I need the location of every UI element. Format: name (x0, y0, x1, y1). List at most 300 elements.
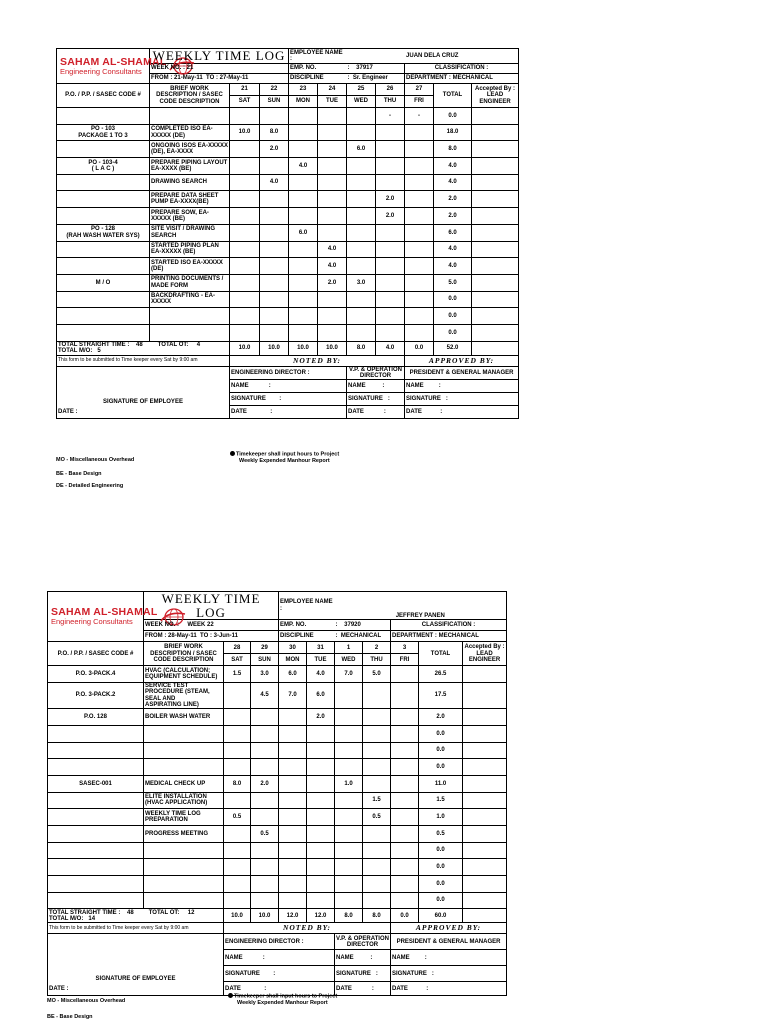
hours-cell (391, 809, 419, 826)
blank-cell (463, 666, 507, 683)
hours-cell (376, 274, 405, 291)
table-row (48, 842, 507, 859)
hours-cell (307, 876, 335, 893)
hours-cell: 4.0 (289, 158, 318, 175)
vp-date-field: DATE : (335, 982, 391, 996)
president-signature-field: SIGNATURE : (405, 393, 519, 406)
company-subtitle: Engineering Consultants (51, 617, 133, 627)
hours-cell (230, 208, 260, 225)
hours-cell (230, 174, 260, 191)
day-total: 12.0 (307, 909, 335, 923)
table-row (57, 291, 519, 308)
hours-cell: 6.0 (307, 682, 335, 708)
row-code (48, 792, 144, 809)
day-header: SUN (260, 96, 289, 108)
row-total: 4.0 (434, 158, 472, 175)
hours-cell (347, 241, 376, 258)
hours-cell (347, 324, 376, 341)
day-total: 8.0 (335, 909, 363, 923)
row-total: 1.5 (419, 792, 463, 809)
row-total: 17.5 (419, 682, 463, 708)
row-description: ONGOING ISOS EA-XXXXX (DE), EA-XXXX (150, 141, 230, 158)
day-total: 10.0 (251, 909, 279, 923)
hours-cell (405, 208, 434, 225)
row-description: STARTED ISO EA-XXXXX (DE) (150, 258, 230, 275)
hours-cell (318, 191, 347, 208)
row-description (150, 308, 230, 325)
hours-cell (405, 224, 434, 241)
row-description: STARTED PIPING PLAN EA-XXXXX (BE) (150, 241, 230, 258)
discipline-label: DISCIPLINE (279, 631, 335, 642)
hours-cell (335, 792, 363, 809)
blank-cell (463, 842, 507, 859)
hours-cell (363, 709, 391, 726)
hours-cell: 2.0 (376, 208, 405, 225)
date-range-field: FROM : 21-May-11 TO : 27-May-11 (150, 74, 289, 84)
hours-cell (289, 258, 318, 275)
blank-cell (463, 775, 507, 792)
hours-cell (405, 174, 434, 191)
row-description: SERVICE TEST PROCEDURE (STEAM, SEAL AND ASPIRATING LINE) (144, 682, 224, 708)
row-total: 0.0 (419, 842, 463, 859)
row-description: MEDICAL CHECK UP (144, 775, 224, 792)
hours-cell (363, 682, 391, 708)
hours-cell (335, 892, 363, 909)
vp-date-field: DATE : (347, 406, 405, 419)
hours-cell (279, 775, 307, 792)
hours-cell (391, 759, 419, 776)
blank-cell (463, 759, 507, 776)
row-total: 0.0 (434, 324, 472, 341)
hours-cell (335, 809, 363, 826)
accepted-by-field: Accepted By : LEAD ENGINEER (463, 642, 507, 666)
discipline-label: DISCIPLINE (289, 74, 347, 84)
hours-cell (391, 666, 419, 683)
blank-cell (472, 308, 519, 325)
blank-cell (472, 274, 519, 291)
hours-cell: 6.0 (279, 666, 307, 683)
hours-cell (335, 725, 363, 742)
abbreviation-note: MO - Miscellaneous Overhead (47, 998, 126, 1004)
table-row (48, 742, 507, 759)
row-description: PREPARE SOW, EA-XXXXX (BE) (150, 208, 230, 225)
row-code (48, 759, 144, 776)
hours-cell (363, 825, 391, 842)
hours-cell (224, 859, 251, 876)
hours-cell (289, 108, 318, 125)
row-description: SITE VISIT / DRAWING SEARCH (150, 224, 230, 241)
table-row (57, 274, 519, 291)
grand-total: 60.0 (419, 909, 463, 923)
hours-cell (251, 859, 279, 876)
hours-cell: 2.0 (307, 709, 335, 726)
row-description (144, 842, 224, 859)
hours-cell (347, 208, 376, 225)
hours-cell (391, 742, 419, 759)
column-header-code: P.O. / P.P. / SASEC CODE # (48, 642, 144, 666)
bullet-dot-icon (230, 451, 235, 456)
hours-cell: 5.0 (363, 666, 391, 683)
hours-cell (251, 892, 279, 909)
hours-cell (279, 842, 307, 859)
blank-cell (463, 682, 507, 708)
hours-cell (405, 274, 434, 291)
president-name-field: NAME : (405, 380, 519, 393)
blank-cell (463, 859, 507, 876)
hours-cell (391, 842, 419, 859)
hours-cell (347, 224, 376, 241)
hours-cell (289, 241, 318, 258)
total-mo-value: 5 (97, 348, 101, 355)
totals-row (57, 341, 519, 355)
blank-cell (472, 324, 519, 341)
week-no-value: 21 (186, 65, 194, 72)
hours-cell: 7.0 (335, 666, 363, 683)
president-signature-field: SIGNATURE : (391, 966, 507, 982)
timekeeper-note: Timekeeper shall input hours to Project Weekly Expended Manhour Report (228, 993, 337, 1006)
hours-cell (279, 809, 307, 826)
abbreviation-note: BE - Base Design (56, 471, 102, 477)
hours-cell (260, 274, 289, 291)
submission-note: This form to be submitted to Time keeper every Sat by 9:00 am (57, 355, 230, 366)
date-header: 26 (376, 84, 405, 96)
table-row (48, 759, 507, 776)
hours-cell (260, 191, 289, 208)
director-signature-field: SIGNATURE : (230, 393, 347, 406)
blank-cell (463, 876, 507, 893)
emp-no-value: : 37920 (335, 620, 391, 631)
table-row (57, 308, 519, 325)
hours-cell (224, 709, 251, 726)
hours-cell (279, 859, 307, 876)
hours-cell (391, 792, 419, 809)
signature-of-employee: SIGNATURE OF EMPLOYEE (48, 934, 224, 982)
abbreviation-note: DE - Detailed Engineering (56, 483, 124, 489)
hours-cell (289, 274, 318, 291)
row-code: P.O. 3-PACK.4 (48, 666, 144, 683)
hours-cell (260, 324, 289, 341)
row-description: HVAC (CALCULATION; EQUIPMENT SCHEDULE) (144, 666, 224, 683)
hours-cell (224, 759, 251, 776)
time-entries (48, 666, 507, 909)
hours-cell (230, 308, 260, 325)
hours-cell (335, 709, 363, 726)
row-total: 4.0 (434, 241, 472, 258)
hours-cell: 3.0 (251, 666, 279, 683)
date-header: 24 (318, 84, 347, 96)
time-log-table (56, 48, 519, 419)
hours-cell (391, 825, 419, 842)
hours-cell (376, 258, 405, 275)
department-field: DEPARTMENT : MECHANICAL (405, 74, 519, 84)
hours-cell (279, 792, 307, 809)
abbreviation-note: MO - Miscellaneous Overhead (56, 457, 135, 463)
hours-cell (376, 308, 405, 325)
column-header-code: P.O. / P.P. / SASEC CODE # (57, 84, 150, 108)
hours-cell (260, 108, 289, 125)
hours-cell (279, 825, 307, 842)
hours-cell (251, 759, 279, 776)
hours-cell (347, 191, 376, 208)
hours-cell (260, 224, 289, 241)
hours-cell: 6.0 (289, 224, 318, 241)
classification-label: CLASSIFICATION : (405, 64, 519, 74)
row-code: M / O (57, 274, 150, 291)
row-code (48, 859, 144, 876)
row-description (144, 876, 224, 893)
row-description (150, 108, 230, 125)
day-total: 12.0 (279, 909, 307, 923)
hours-cell (289, 124, 318, 141)
row-description: ELITE INSTALLATION (HVAC APPLICATION) (144, 792, 224, 809)
row-description (144, 859, 224, 876)
hours-cell: 2.0 (260, 141, 289, 158)
president-date-field: DATE : (391, 982, 507, 996)
hours-cell (224, 825, 251, 842)
hours-cell (260, 308, 289, 325)
column-header-description: BRIEF WORK DESCRIPTION / SASEC CODE DESCRIPTION (144, 642, 224, 666)
day-total: 10.0 (260, 341, 289, 355)
hours-cell (335, 825, 363, 842)
from-date: 21-May-11 (174, 75, 203, 82)
hours-cell (260, 258, 289, 275)
hours-cell (376, 174, 405, 191)
company-logo (48, 592, 158, 642)
from-date: 28-May-11 (168, 633, 197, 640)
hours-cell (391, 775, 419, 792)
row-description: BACKDRAFTING - EA- XXXXX (150, 291, 230, 308)
hours-cell (224, 842, 251, 859)
row-total: 0.0 (419, 725, 463, 742)
row-total: 2.0 (419, 709, 463, 726)
table-row (57, 108, 519, 125)
date-header: 31 (307, 642, 335, 654)
hours-cell (347, 308, 376, 325)
hours-cell (391, 876, 419, 893)
row-total: 0.0 (434, 108, 472, 125)
row-total: 18.0 (434, 124, 472, 141)
row-description: PRINTING DOCUMENTS / MADE FORM (150, 274, 230, 291)
day-total: 4.0 (376, 341, 405, 355)
hours-cell (289, 324, 318, 341)
hours-cell (318, 208, 347, 225)
hours-cell (279, 876, 307, 893)
hours-cell (405, 308, 434, 325)
row-code (48, 842, 144, 859)
blank-cell (463, 825, 507, 842)
blank-cell (472, 158, 519, 175)
engineering-director-label: ENGINEERING DIRECTOR : (224, 934, 335, 950)
row-total: 26.5 (419, 666, 463, 683)
company-logo (57, 49, 167, 84)
hours-cell (376, 291, 405, 308)
day-header: FRI (405, 96, 434, 108)
totals-row (48, 909, 507, 923)
hours-cell (230, 324, 260, 341)
row-code (48, 892, 144, 909)
table-row (57, 158, 519, 175)
hours-cell (405, 324, 434, 341)
table-row (57, 141, 519, 158)
blank-cell (463, 909, 507, 923)
hours-cell (307, 792, 335, 809)
row-total: 2.0 (434, 208, 472, 225)
day-header: THU (376, 96, 405, 108)
president-label: PRESIDENT & GENERAL MANAGER (405, 366, 519, 380)
hours-cell (376, 124, 405, 141)
hours-cell (318, 141, 347, 158)
hours-cell (289, 208, 318, 225)
date-header: 30 (279, 642, 307, 654)
table-row (57, 241, 519, 258)
president-label: PRESIDENT & GENERAL MANAGER (391, 934, 507, 950)
total-straight-value: 48 (136, 341, 143, 348)
hours-cell: - (376, 108, 405, 125)
day-header: THU (363, 654, 391, 666)
to-date: 3-Jun-11 (213, 633, 238, 640)
hours-cell (347, 158, 376, 175)
hours-cell: 1.5 (363, 792, 391, 809)
emp-no-label: EMP. NO. (279, 620, 335, 631)
table-row (48, 876, 507, 893)
hours-cell (279, 742, 307, 759)
date-header: 23 (289, 84, 318, 96)
day-header: SUN (251, 654, 279, 666)
row-description (144, 759, 224, 776)
blank-cell (472, 141, 519, 158)
hours-cell (335, 859, 363, 876)
row-code (48, 876, 144, 893)
hours-cell (335, 876, 363, 893)
blank-cell (472, 241, 519, 258)
hours-cell (363, 775, 391, 792)
row-description (144, 892, 224, 909)
row-total: 11.0 (419, 775, 463, 792)
noted-by-heading: NOTED BY: (230, 355, 405, 366)
hours-cell: 4.0 (260, 174, 289, 191)
hours-cell (318, 324, 347, 341)
hours-cell (307, 775, 335, 792)
row-code (57, 191, 150, 208)
blank-cell (472, 108, 519, 125)
row-code (57, 291, 150, 308)
company-name: SAHAM AL-SHAMAL (60, 55, 167, 68)
blank-cell (472, 191, 519, 208)
hours-cell (251, 876, 279, 893)
employee-name-label: EMPLOYEE NAME : (289, 49, 347, 64)
blank-cell (472, 208, 519, 225)
total-straight-value: 48 (127, 909, 134, 916)
hours-cell (260, 208, 289, 225)
discipline-value: : MECHANICAL (335, 631, 391, 642)
timekeeper-note: Timekeeper shall input hours to Project Weekly Expended Manhour Report (230, 451, 339, 464)
day-header: SAT (224, 654, 251, 666)
day-total: 10.0 (230, 341, 260, 355)
time-entries (57, 108, 519, 342)
hours-cell (230, 274, 260, 291)
row-code (48, 825, 144, 842)
row-code (57, 174, 150, 191)
hours-cell (363, 759, 391, 776)
blank-cell (463, 742, 507, 759)
table-row (48, 792, 507, 809)
row-total: 2.0 (434, 191, 472, 208)
hours-cell (335, 742, 363, 759)
hours-cell (230, 241, 260, 258)
blank-cell (463, 892, 507, 909)
total-ot-value: 12 (187, 909, 195, 916)
director-date-field: DATE : (224, 982, 335, 996)
hours-cell (405, 241, 434, 258)
date-header: 21 (230, 84, 260, 96)
hours-cell (318, 291, 347, 308)
blank-cell (472, 258, 519, 275)
row-description: DRAWING SEARCH (150, 174, 230, 191)
noted-by-heading: NOTED BY: (224, 923, 391, 934)
hours-cell (405, 158, 434, 175)
day-total: 10.0 (224, 909, 251, 923)
hours-cell (307, 842, 335, 859)
hours-cell (391, 725, 419, 742)
row-code (57, 241, 150, 258)
hours-cell (260, 241, 289, 258)
row-description (150, 324, 230, 341)
hours-cell: 8.0 (260, 124, 289, 141)
table-row (48, 825, 507, 842)
row-total: 0.0 (419, 892, 463, 909)
row-total: 0.0 (434, 291, 472, 308)
hours-cell (260, 158, 289, 175)
bullet-dot-icon (228, 993, 233, 998)
table-row (57, 258, 519, 275)
hours-cell (307, 892, 335, 909)
row-description (144, 742, 224, 759)
hours-cell (363, 842, 391, 859)
table-row (48, 725, 507, 742)
hours-cell (224, 682, 251, 708)
hours-cell: 0.5 (224, 809, 251, 826)
accepted-by-field: Accepted By : LEAD ENGINEER (472, 84, 519, 108)
to-date: 27-May-11 (219, 75, 249, 82)
row-code (57, 258, 150, 275)
row-code (57, 308, 150, 325)
hours-cell (363, 859, 391, 876)
hours-cell (224, 892, 251, 909)
hours-cell (347, 258, 376, 275)
hours-cell: 6.0 (347, 141, 376, 158)
hours-cell (318, 308, 347, 325)
blank-cell (463, 725, 507, 742)
abbreviation-note: BE - Base Design (47, 1014, 93, 1020)
hours-cell: 8.0 (224, 775, 251, 792)
approved-by-heading: APPROVED BY: (391, 923, 507, 934)
date-header: 29 (251, 642, 279, 654)
day-total: 8.0 (347, 341, 376, 355)
hours-cell (230, 224, 260, 241)
week-no-value: WEEK 22 (187, 622, 214, 629)
date-header: 28 (224, 642, 251, 654)
hours-cell: 3.0 (347, 274, 376, 291)
hours-cell (230, 141, 260, 158)
hours-cell (251, 792, 279, 809)
hours-cell (224, 725, 251, 742)
hours-cell (318, 224, 347, 241)
hours-cell (318, 174, 347, 191)
hours-cell (251, 725, 279, 742)
day-header: WED (347, 96, 376, 108)
hours-cell (251, 809, 279, 826)
hours-cell (347, 291, 376, 308)
